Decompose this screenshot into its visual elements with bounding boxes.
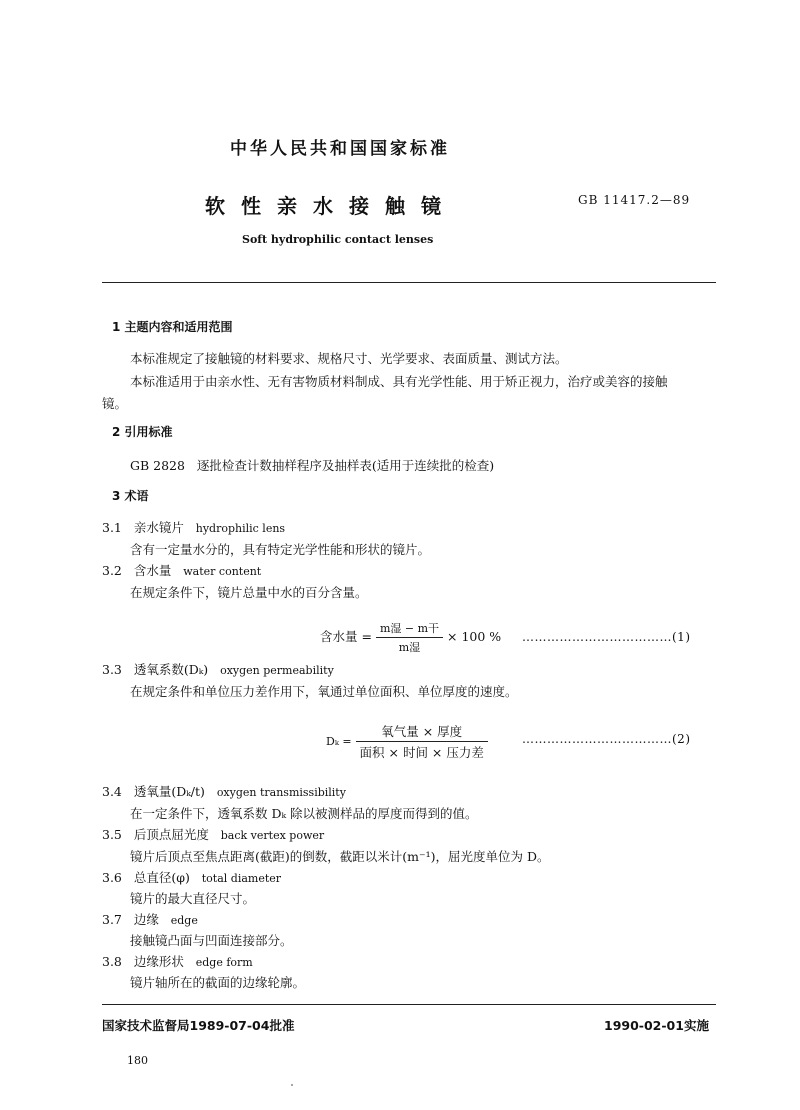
formula-1-number: ………………………………(1) bbox=[522, 630, 691, 644]
scan-speck bbox=[291, 1084, 293, 1086]
term-3-3-definition: 在规定条件和单位压力差作用下，氧通过单位面积、单位厚度的速度。 bbox=[130, 684, 518, 699]
formula-lhs: 含水量 = bbox=[320, 629, 372, 644]
term-number: 3.8 bbox=[102, 954, 122, 969]
term-3-8-definition: 镜片轴所在的截面的边缘轮廓。 bbox=[130, 975, 306, 990]
term-3-4-definition: 在一定条件下，透氧系数 Dₖ 除以被测样品的厚度而得到的值。 bbox=[130, 806, 478, 821]
term-3-7 bbox=[102, 910, 198, 928]
term-name: 含水量 bbox=[133, 563, 172, 578]
term-3-2 bbox=[102, 561, 261, 579]
term-3-6-definition: 镜片的最大直径尺寸。 bbox=[130, 891, 256, 906]
term-number: 3.2 bbox=[102, 563, 122, 578]
term-number: 3.1 bbox=[102, 520, 122, 535]
term-3-4 bbox=[102, 782, 346, 800]
formula-rhs: × 100 % bbox=[447, 629, 502, 644]
term-3-6 bbox=[102, 868, 281, 886]
footer-rule bbox=[102, 1004, 716, 1005]
term-name: 后顶点屈光度 bbox=[133, 827, 209, 842]
term-3-8 bbox=[102, 952, 253, 970]
section-3-heading: 3 术语 bbox=[112, 489, 149, 503]
formula-oxygen-permeability bbox=[326, 722, 488, 761]
term-english: oxygen transmissibility bbox=[216, 786, 346, 799]
standard-number: GB 11417.2—89 bbox=[578, 193, 691, 207]
formula-denominator: 面积 × 时间 × 压力差 bbox=[359, 745, 484, 760]
term-3-7-definition: 接触镜凸面与凹面连接部分。 bbox=[130, 933, 293, 948]
implementation-date: 1990-02-01实施 bbox=[604, 1018, 709, 1033]
section-1-para-1: 本标准规定了接触镜的材料要求、规格尺寸、光学要求、表面质量、测试方法。 bbox=[130, 351, 568, 366]
term-3-5-definition: 镜片后顶点至焦点距离(截距)的倒数，截距以米计(m⁻¹)，屈光度单位为 D。 bbox=[130, 849, 550, 864]
term-english: edge bbox=[170, 914, 198, 927]
section-1-para-2-line-2: 镜。 bbox=[102, 396, 128, 411]
term-3-1-definition: 含有一定量水分的，具有特定光学性能和形状的镜片。 bbox=[130, 542, 431, 557]
term-english: back vertex power bbox=[220, 829, 325, 842]
term-name: 总直径(φ) bbox=[133, 870, 190, 885]
term-name: 边缘形状 bbox=[133, 954, 184, 969]
formula-lhs: Dₖ = bbox=[326, 735, 352, 748]
term-number: 3.5 bbox=[102, 827, 122, 842]
normative-reference: GB 2828 逐批检查计数抽样程序及抽样表(适用于连续批的检查) bbox=[130, 458, 495, 473]
term-english: oxygen permeability bbox=[220, 664, 334, 677]
term-3-3 bbox=[102, 660, 334, 678]
term-english: total diameter bbox=[201, 872, 282, 885]
term-english: water content bbox=[183, 565, 262, 578]
term-name: 亲水镜片 bbox=[133, 520, 184, 535]
formula-numerator: m湿 − m干 bbox=[376, 620, 443, 638]
english-title: Soft hydrophilic contact lenses bbox=[242, 233, 434, 246]
formula-fraction bbox=[376, 620, 443, 655]
term-english: hydrophilic lens bbox=[195, 522, 286, 535]
section-1-heading: 1 主题内容和适用范围 bbox=[112, 320, 233, 334]
term-number: 3.3 bbox=[102, 662, 122, 677]
section-1-para-2-line-1: 本标准适用于由亲水性、无有害物质材料制成、具有光学性能、用于矫正视力，治疗或美容的接触 bbox=[130, 374, 668, 389]
term-english: edge form bbox=[195, 956, 253, 969]
national-standard-heading: 中华人民共和国国家标准 bbox=[230, 139, 450, 159]
formula-numerator: 氧气量 × 厚度 bbox=[356, 722, 488, 742]
approval-line: 国家技术监督局1989-07-04批准 bbox=[102, 1018, 295, 1033]
document-title: 软性亲水接触镜 bbox=[205, 194, 457, 218]
term-3-1 bbox=[102, 518, 285, 536]
term-name: 透氧量(Dₖ/t) bbox=[133, 784, 205, 799]
term-number: 3.7 bbox=[102, 912, 122, 927]
formula-denominator: m湿 bbox=[398, 641, 421, 654]
term-number: 3.4 bbox=[102, 784, 122, 799]
term-number: 3.6 bbox=[102, 870, 122, 885]
page-number: 180 bbox=[127, 1054, 148, 1067]
term-name: 边缘 bbox=[133, 912, 159, 927]
formula-2-number: ………………………………(2) bbox=[522, 732, 691, 746]
formula-water-content bbox=[320, 620, 501, 655]
term-name: 透氧系数(Dₖ) bbox=[133, 662, 209, 677]
term-3-5 bbox=[102, 825, 324, 843]
term-3-2-definition: 在规定条件下，镜片总量中水的百分含量。 bbox=[130, 585, 368, 600]
formula-fraction bbox=[356, 722, 488, 761]
section-2-heading: 2 引用标准 bbox=[112, 425, 173, 439]
header-rule bbox=[102, 282, 716, 283]
